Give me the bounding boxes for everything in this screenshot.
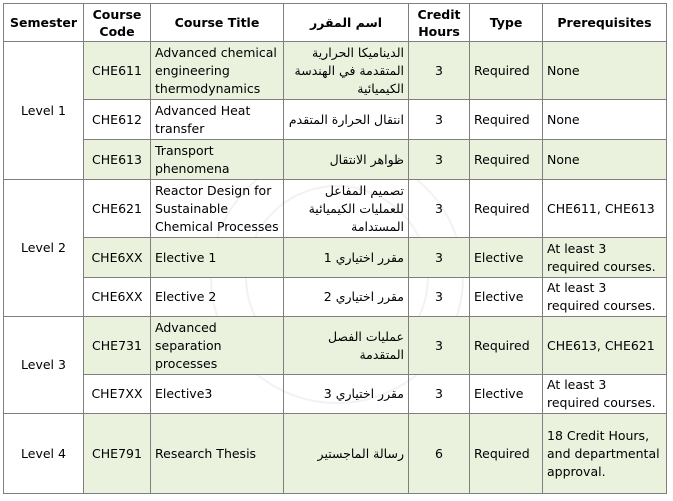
header-course-title: Course Title: [151, 4, 284, 42]
prerequisites: CHE613, CHE621: [543, 317, 667, 375]
table-row: [4, 180, 667, 238]
prerequisites: None: [543, 140, 667, 180]
prerequisites: At least 3 required courses.: [543, 238, 667, 278]
header-credit-hours: Credit Hours: [409, 4, 470, 42]
course-type: Required: [470, 42, 543, 100]
credit-hours: 3: [409, 100, 470, 140]
semester-level-2: Level 2: [4, 180, 84, 317]
prerequisites: 18 Credit Hours, and departmental approval.: [543, 414, 667, 494]
course-code: CHE6XX: [84, 238, 151, 278]
table-row: [4, 414, 667, 494]
course-type: Required: [470, 140, 543, 180]
course-title: Advanced Heat transfer: [151, 100, 284, 140]
course-code: CHE6XX: [84, 278, 151, 317]
course-type: Elective: [470, 278, 543, 317]
arabic-course-name: عمليات الفصل المتقدمة: [284, 317, 409, 375]
table-row: [4, 375, 667, 414]
course-title: Elective 1: [151, 238, 284, 278]
header-type: Type: [470, 4, 543, 42]
table-row: [4, 100, 667, 140]
credit-hours: 3: [409, 375, 470, 414]
course-title: Elective3: [151, 375, 284, 414]
prerequisites: At least 3 required courses.: [543, 278, 667, 317]
course-type: Required: [470, 317, 543, 375]
table-row: [4, 42, 667, 100]
course-title: Elective 2: [151, 278, 284, 317]
credit-hours: 3: [409, 140, 470, 180]
header-arabic-name: اسم المقرر: [284, 4, 409, 42]
arabic-course-name: رسالة الماجستير: [284, 414, 409, 494]
course-title: Advanced chemical engineering thermodynamics: [151, 42, 284, 100]
course-code: CHE791: [84, 414, 151, 494]
course-title: Research Thesis: [151, 414, 284, 494]
course-title: Transport phenomena: [151, 140, 284, 180]
credit-hours: 3: [409, 317, 470, 375]
course-code: CHE612: [84, 100, 151, 140]
header-course-code: Course Code: [84, 4, 151, 42]
semester-level-3: Level 3: [4, 317, 84, 414]
course-plan-table: [3, 3, 667, 494]
course-code: CHE621: [84, 180, 151, 238]
arabic-course-name: ظواهر الانتقال: [284, 140, 409, 180]
prerequisites: None: [543, 42, 667, 100]
header-row: [4, 4, 667, 42]
semester-level-1: Level 1: [4, 42, 84, 180]
course-code: CHE731: [84, 317, 151, 375]
credit-hours: 3: [409, 278, 470, 317]
course-type: Required: [470, 414, 543, 494]
arabic-course-name: الديناميكا الحرارية المتقدمة في الهندسة الكيميائية: [284, 42, 409, 100]
credit-hours: 3: [409, 42, 470, 100]
table-row: [4, 317, 667, 375]
course-type: Required: [470, 100, 543, 140]
arabic-course-name: مقرر اختياري 1: [284, 238, 409, 278]
arabic-course-name: مقرر اختياري 2: [284, 278, 409, 317]
arabic-course-name: تصميم المفاعل للعمليات الكيميائية المستدامة: [284, 180, 409, 238]
prerequisites: None: [543, 100, 667, 140]
header-semester: Semester: [4, 4, 84, 42]
table-row: [4, 140, 667, 180]
table-row: [4, 238, 667, 278]
course-code: CHE7XX: [84, 375, 151, 414]
credit-hours: 6: [409, 414, 470, 494]
prerequisites: At least 3 required courses.: [543, 375, 667, 414]
course-code: CHE611: [84, 42, 151, 100]
course-type: Elective: [470, 375, 543, 414]
course-code: CHE613: [84, 140, 151, 180]
course-title: Reactor Design for Sustainable Chemical Processes: [151, 180, 284, 238]
arabic-course-name: انتقال الحرارة المتقدم: [284, 100, 409, 140]
prerequisites: CHE611, CHE613: [543, 180, 667, 238]
course-type: Required: [470, 180, 543, 238]
table-row: [4, 278, 667, 317]
semester-level-4: Level 4: [4, 414, 84, 494]
course-title: Advanced separation processes: [151, 317, 284, 375]
header-prerequisites: Prerequisites: [543, 4, 667, 42]
arabic-course-name: مقرر اختياري 3: [284, 375, 409, 414]
credit-hours: 3: [409, 238, 470, 278]
credit-hours: 3: [409, 180, 470, 238]
course-type: Elective: [470, 238, 543, 278]
